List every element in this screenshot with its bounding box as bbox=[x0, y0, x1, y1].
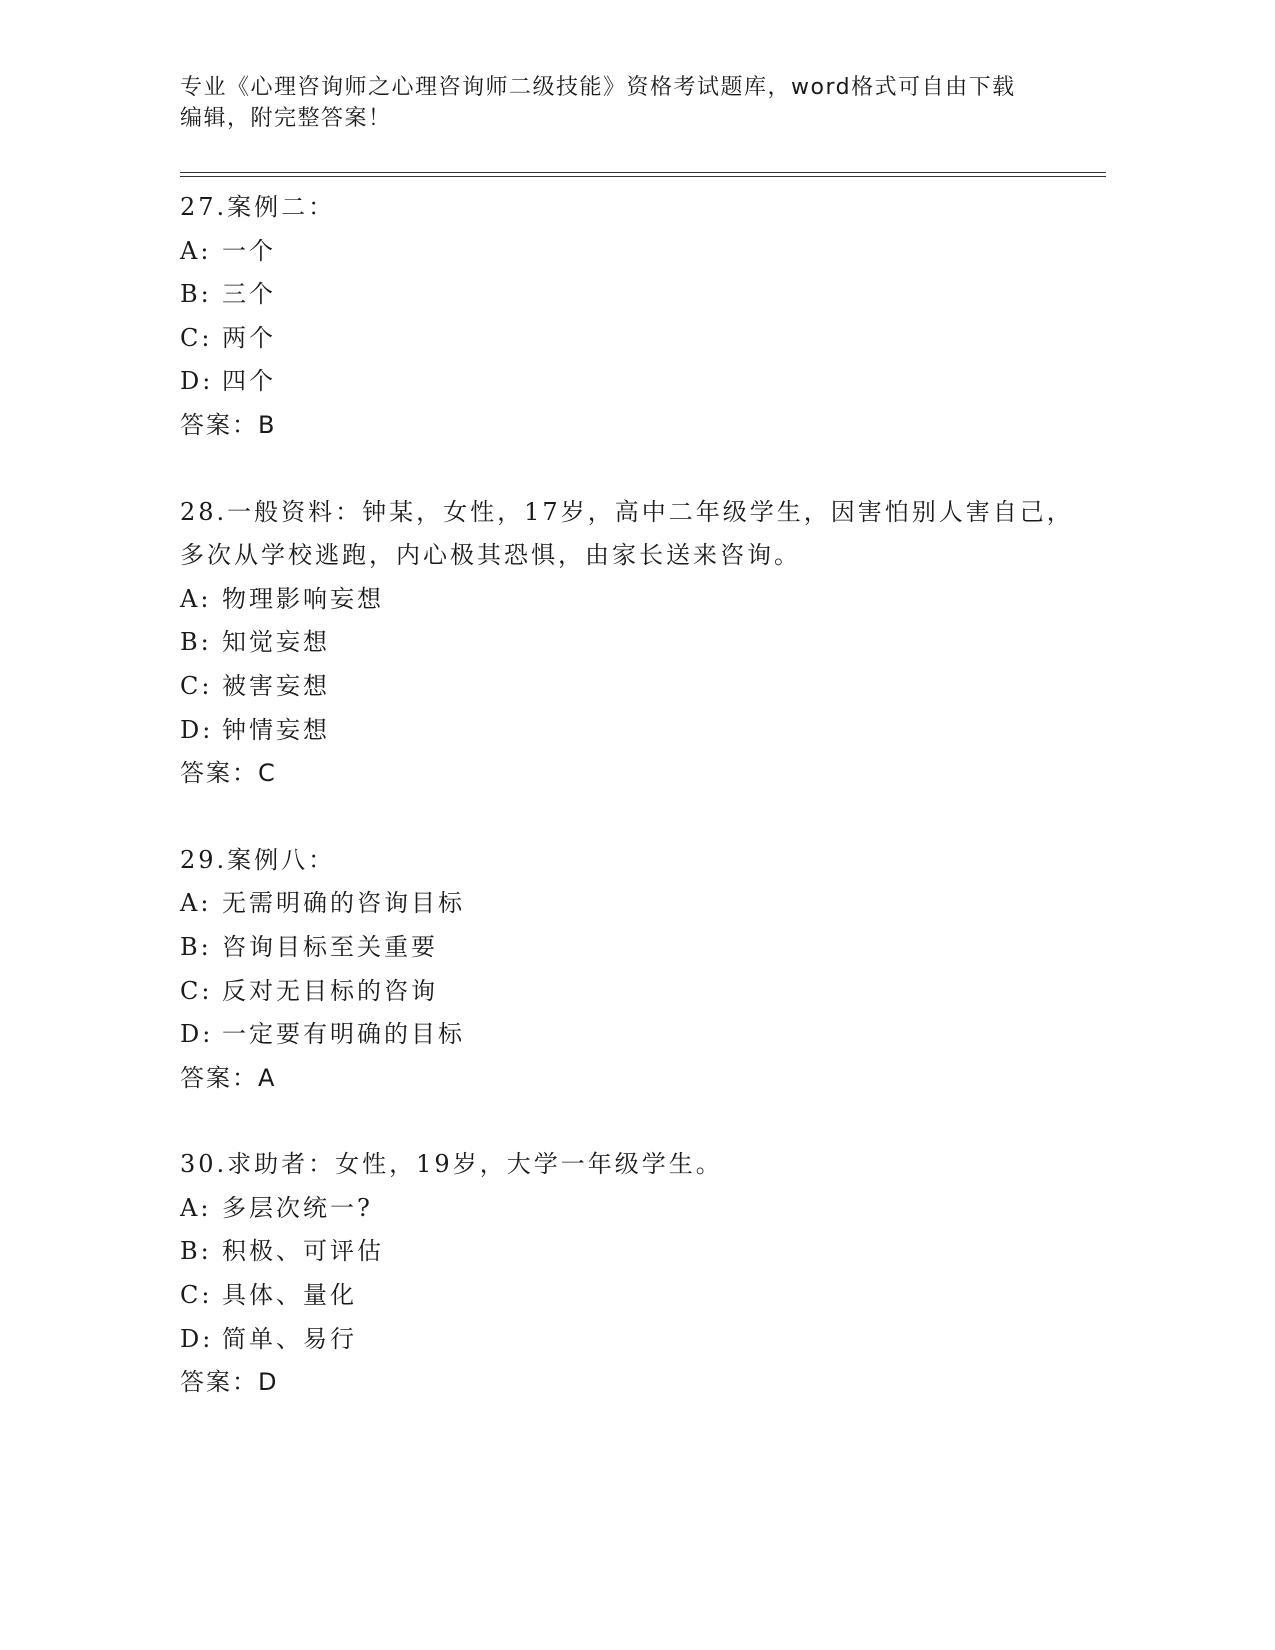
option-a bbox=[180, 1187, 1080, 1231]
option-b bbox=[180, 926, 1080, 970]
answer-line: 答案：C bbox=[180, 759, 277, 788]
option-c bbox=[180, 970, 1080, 1014]
document-header bbox=[180, 72, 1040, 134]
option-c bbox=[180, 317, 1080, 361]
option-key: A: bbox=[180, 889, 212, 918]
question-stem: 30.求助者：女性，19岁，大学一年级学生。 bbox=[180, 1150, 723, 1179]
option-text: 咨询目标至关重要 bbox=[222, 932, 438, 961]
header-divider-bottom bbox=[180, 176, 1106, 177]
option-a bbox=[180, 882, 1080, 926]
question-27 bbox=[180, 186, 1080, 448]
header-intro-line-2: 编辑，附完整答案！ bbox=[180, 106, 392, 131]
option-key: A: bbox=[180, 1193, 212, 1222]
option-text: 一定要有明确的目标 bbox=[222, 1020, 465, 1049]
option-text: 多层次统一? bbox=[222, 1193, 373, 1222]
header-divider-top bbox=[180, 172, 1106, 173]
option-key: D: bbox=[180, 1020, 214, 1049]
option-key: D: bbox=[180, 715, 214, 744]
option-text: 具体、量化 bbox=[222, 1281, 357, 1310]
option-text: 被害妄想 bbox=[222, 671, 330, 700]
option-key: B: bbox=[180, 628, 212, 657]
answer-line: 答案：D bbox=[180, 1368, 279, 1397]
option-key: D: bbox=[180, 367, 214, 396]
option-key: C: bbox=[180, 323, 213, 352]
question-28 bbox=[180, 491, 1080, 796]
option-b bbox=[180, 1230, 1080, 1274]
option-key: D: bbox=[180, 1324, 214, 1353]
option-text: 物理影响妄想 bbox=[222, 584, 384, 613]
option-b bbox=[180, 273, 1080, 317]
question-stem: 29.案例八： bbox=[180, 845, 336, 874]
option-d bbox=[180, 1013, 1080, 1057]
option-text: 三个 bbox=[222, 280, 276, 309]
question-29 bbox=[180, 839, 1080, 1101]
option-key: A: bbox=[180, 584, 212, 613]
option-key: C: bbox=[180, 1281, 213, 1310]
option-text: 简单、易行 bbox=[222, 1324, 357, 1353]
option-d bbox=[180, 1318, 1080, 1362]
option-d bbox=[180, 709, 1080, 753]
option-key: B: bbox=[180, 1237, 212, 1266]
question-stem: 28.一般资料：钟某，女性，17岁，高中二年级学生，因害怕别人害自己，多次从学校逃跑，内心极其恐惧，由家长送来咨询。 bbox=[180, 497, 1074, 570]
question-30 bbox=[180, 1143, 1080, 1405]
question-list bbox=[180, 186, 1080, 1448]
option-key: A: bbox=[180, 236, 212, 265]
option-key: B: bbox=[180, 932, 212, 961]
option-key: C: bbox=[180, 976, 213, 1005]
option-text: 反对无目标的咨询 bbox=[222, 976, 438, 1005]
option-key: B: bbox=[180, 280, 212, 309]
option-text: 四个 bbox=[222, 367, 276, 396]
option-text: 积极、可评估 bbox=[222, 1237, 384, 1266]
option-a bbox=[180, 578, 1080, 622]
option-key: C: bbox=[180, 671, 213, 700]
answer-line: 答案：A bbox=[180, 1063, 277, 1092]
header-intro-line-1: 专业《心理咨询师之心理咨询师二级技能》资格考试题库，word格式可自由下载 bbox=[180, 75, 1016, 100]
option-d bbox=[180, 360, 1080, 404]
answer-line: 答案：B bbox=[180, 410, 277, 439]
option-text: 两个 bbox=[222, 323, 276, 352]
option-text: 无需明确的咨询目标 bbox=[222, 889, 465, 918]
question-stem: 27.案例二： bbox=[180, 193, 336, 221]
option-a bbox=[180, 230, 1080, 274]
option-b bbox=[180, 621, 1080, 665]
option-c bbox=[180, 665, 1080, 709]
option-c bbox=[180, 1274, 1080, 1318]
option-text: 知觉妄想 bbox=[222, 628, 330, 657]
option-text: 钟情妄想 bbox=[222, 715, 330, 744]
option-text: 一个 bbox=[222, 236, 276, 265]
